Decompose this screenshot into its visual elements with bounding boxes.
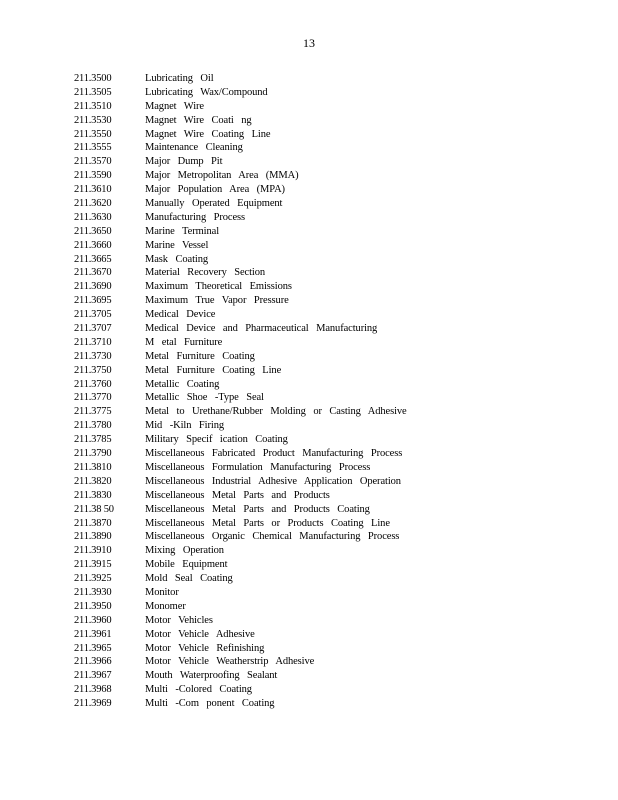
- section-number: 211.3505: [74, 86, 112, 98]
- list-item: [74, 169, 594, 183]
- section-number: 211.3968: [74, 684, 112, 696]
- section-number: 211.3790: [74, 448, 112, 460]
- list-item: [74, 322, 594, 336]
- section-number: 211.3961: [74, 628, 112, 640]
- list-item: [74, 197, 594, 211]
- defined-term: Metal to Urethane/Rubber Molding or Casting Adhesive: [145, 406, 407, 418]
- defined-term: Motor Vehicles: [145, 614, 213, 626]
- section-number: 211.3730: [74, 350, 112, 362]
- list-item: [74, 697, 594, 711]
- defined-term: Marine Vessel: [145, 239, 209, 251]
- list-item: [74, 128, 594, 142]
- list-item: [74, 141, 594, 155]
- list-item: [74, 503, 594, 517]
- defined-term: Multi -Com ponent Coating: [145, 698, 275, 710]
- defined-term: Metal Furniture Coating Line: [145, 364, 282, 376]
- list-item: [74, 294, 594, 308]
- section-number: 211.3510: [74, 100, 112, 112]
- defined-term: Magnet Wire Coati ng: [145, 114, 252, 126]
- defined-term: Maximum Theoretical Emissions: [145, 281, 292, 293]
- section-number: 211.3530: [74, 114, 112, 126]
- list-item: [74, 155, 594, 169]
- section-number: 211.3925: [74, 573, 112, 585]
- defined-term: Miscellaneous Metal Parts and Products Coating: [145, 503, 370, 515]
- list-item: [74, 586, 594, 600]
- section-number: 211.3710: [74, 336, 112, 348]
- defined-term: Mobile Equipment: [145, 559, 228, 571]
- list-item: [74, 72, 594, 86]
- list-item: [74, 600, 594, 614]
- section-number: 211.3590: [74, 170, 112, 182]
- list-item: [74, 419, 594, 433]
- list-item: [74, 280, 594, 294]
- section-number: 211.3770: [74, 392, 112, 404]
- list-item: [74, 683, 594, 697]
- section-number: 211.3665: [74, 253, 112, 265]
- section-number: 211.3966: [74, 656, 112, 668]
- defined-term: Miscellaneous Formulation Manufacturing Process: [145, 461, 371, 473]
- defined-term: Manufacturing Process: [145, 211, 245, 223]
- list-item: [74, 114, 594, 128]
- section-number: 211.38 50: [74, 503, 114, 515]
- section-number: 211.3965: [74, 642, 112, 654]
- section-number: 211.3570: [74, 156, 112, 168]
- list-item: [74, 544, 594, 558]
- list-item: [74, 225, 594, 239]
- section-number: 211.3950: [74, 600, 112, 612]
- list-item: [74, 655, 594, 669]
- section-number: 211.3830: [74, 489, 112, 501]
- list-item: [74, 517, 594, 531]
- section-number: 211.3780: [74, 420, 112, 432]
- defined-term: Motor Vehicle Refinishing: [145, 642, 265, 654]
- defined-term: Mold Seal Coating: [145, 573, 233, 585]
- section-number: 211.3890: [74, 531, 112, 543]
- section-number: 211.3690: [74, 281, 112, 293]
- defined-term: Multi -Colored Coating: [145, 684, 252, 696]
- defined-term: Major Metropolitan Area (MMA): [145, 170, 299, 182]
- section-number: 211.3707: [74, 323, 112, 335]
- section-number: 211.3630: [74, 211, 112, 223]
- defined-term: Mid -Kiln Firing: [145, 420, 224, 432]
- list-item: [74, 447, 594, 461]
- section-number: 211.3705: [74, 309, 112, 321]
- defined-term: Miscellaneous Fabricated Product Manufacturing Process: [145, 448, 403, 460]
- list-item: [74, 530, 594, 544]
- defined-term: Metal Furniture Coating: [145, 350, 255, 362]
- defined-term: Metallic Shoe -Type Seal: [145, 392, 264, 404]
- defined-term: Miscellaneous Metal Parts or Products Coating Line: [145, 517, 390, 529]
- list-item: [74, 433, 594, 447]
- section-number: 211.3967: [74, 670, 112, 682]
- list-item: [74, 614, 594, 628]
- defined-term: Medical Device and Pharmaceutical Manufacturing: [145, 323, 378, 335]
- list-item: [74, 628, 594, 642]
- defined-term: Material Recovery Section: [145, 267, 266, 279]
- defined-term: Marine Terminal: [145, 225, 220, 237]
- defined-term: M etal Furniture: [145, 336, 223, 348]
- section-number: 211.3915: [74, 559, 112, 571]
- list-item: [74, 86, 594, 100]
- defined-term: Maximum True Vapor Pressure: [145, 295, 289, 307]
- section-number: 211.3960: [74, 614, 112, 626]
- section-number: 211.3775: [74, 406, 112, 418]
- defined-term: Magnet Wire: [145, 100, 204, 112]
- section-number: 211.3760: [74, 378, 112, 390]
- list-item: [74, 350, 594, 364]
- list-item: [74, 183, 594, 197]
- defined-term: Manually Operated Equipment: [145, 198, 283, 210]
- section-number: 211.3555: [74, 142, 112, 154]
- defined-term: Lubricating Wax/Compound: [145, 86, 268, 98]
- section-number: 211.3620: [74, 198, 112, 210]
- section-number: 211.3670: [74, 267, 112, 279]
- section-number: 211.3930: [74, 586, 112, 598]
- defined-term: Military Specif ication Coating: [145, 434, 288, 446]
- list-item: [74, 461, 594, 475]
- defined-term: Metallic Coating: [145, 378, 220, 390]
- defined-term: Lubricating Oil: [145, 73, 214, 84]
- section-number: 211.3550: [74, 128, 112, 140]
- section-number: 211.3610: [74, 184, 112, 196]
- page-number: 13: [303, 36, 315, 50]
- list-item: [74, 475, 594, 489]
- defined-term: Motor Vehicle Weatherstrip Adhesive: [145, 656, 315, 668]
- section-number: 211.3650: [74, 225, 112, 237]
- section-number: 211.3785: [74, 434, 112, 446]
- list-item: [74, 308, 594, 322]
- defined-term: Magnet Wire Coating Line: [145, 128, 271, 140]
- defined-term: Major Population Area (MPA): [145, 184, 285, 196]
- section-number: 211.3870: [74, 517, 112, 529]
- section-number: 211.3695: [74, 295, 112, 307]
- list-item: [74, 405, 594, 419]
- list-item: [74, 558, 594, 572]
- list-item: [74, 572, 594, 586]
- list-item: [74, 211, 594, 225]
- list-item: [74, 489, 594, 503]
- defined-term: Mixing Operation: [145, 545, 224, 557]
- section-number: 211.3910: [74, 545, 112, 557]
- defined-term: Major Dump Pit: [145, 156, 223, 168]
- list-item: [74, 100, 594, 114]
- list-item: [74, 378, 594, 392]
- section-number: 211.3820: [74, 475, 112, 487]
- list-item: [74, 391, 594, 405]
- defined-term: Miscellaneous Metal Parts and Products: [145, 489, 330, 501]
- list-item: [74, 669, 594, 683]
- defined-term: Monomer: [145, 600, 186, 612]
- list-item: [74, 364, 594, 378]
- defined-term: Miscellaneous Industrial Adhesive Application Operation: [145, 475, 401, 487]
- defined-term: Miscellaneous Organic Chemical Manufacturing Process: [145, 531, 400, 543]
- list-item: [74, 266, 594, 280]
- list-item: [74, 336, 594, 350]
- section-number: 211.3660: [74, 239, 112, 251]
- defined-term: Motor Vehicle Adhesive: [145, 628, 255, 640]
- defined-term: Mask Coating: [145, 253, 209, 265]
- definitions-list: [74, 72, 594, 711]
- section-number: 211.3750: [74, 364, 112, 376]
- list-item: [74, 253, 594, 267]
- defined-term: Maintenance Cleaning: [145, 142, 243, 154]
- section-number: 211.3969: [74, 698, 112, 710]
- defined-term: Medical Device: [145, 309, 216, 321]
- defined-term: Monitor: [145, 586, 179, 598]
- section-number: 211.3500: [74, 73, 112, 84]
- defined-term: Mouth Waterproofing Sealant: [145, 670, 278, 682]
- list-item: [74, 642, 594, 656]
- list-item: [74, 239, 594, 253]
- section-number: 211.3810: [74, 461, 112, 473]
